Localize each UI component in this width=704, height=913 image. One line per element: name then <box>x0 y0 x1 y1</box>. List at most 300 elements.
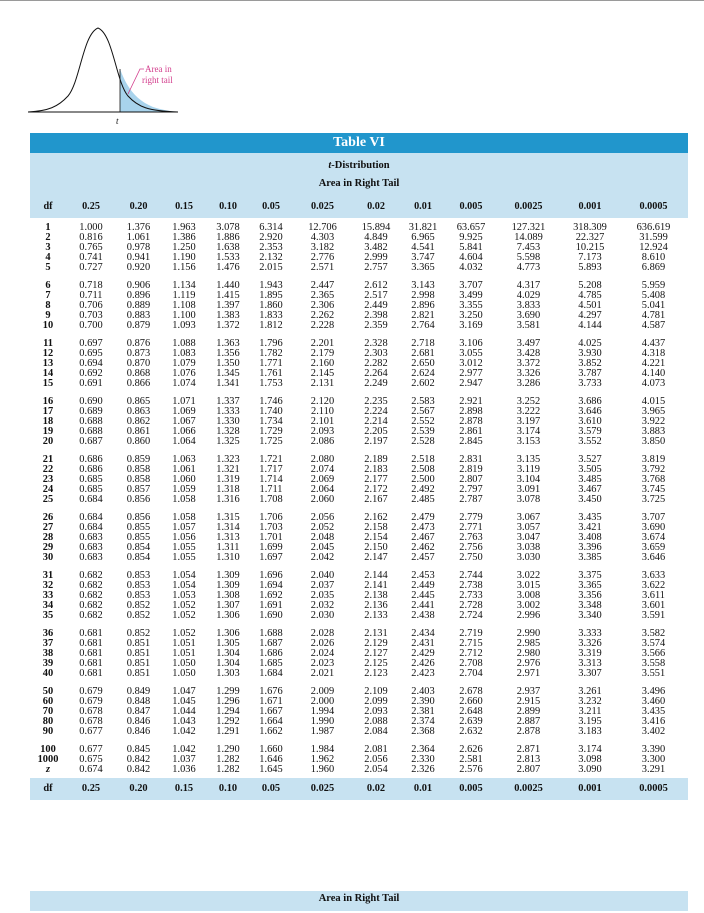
df-cell: 28 <box>42 532 54 543</box>
value-cell: 2.262 <box>310 310 335 321</box>
value-cell: 2.132 <box>259 252 283 263</box>
value-cell: 1.706 <box>259 512 283 523</box>
df-cell: 3 <box>45 242 51 253</box>
value-cell: 2.037 <box>310 580 335 591</box>
value-cell: 3.261 <box>578 686 602 697</box>
value-cell: 1.356 <box>216 348 240 359</box>
value-cell: 2.626 <box>459 744 483 755</box>
value-cell: 2.920 <box>259 232 283 243</box>
value-cell: 0.689 <box>79 406 103 417</box>
df-cell: 23 <box>42 474 54 485</box>
value-cell: 1.063 <box>172 454 196 465</box>
value-cell: 2.374 <box>411 716 435 727</box>
value-cell: 1.676 <box>259 686 283 697</box>
value-cell: 1.886 <box>216 232 240 243</box>
value-cell: 2.871 <box>516 744 541 755</box>
value-cell: 1.476 <box>216 262 240 273</box>
value-cell: 1.330 <box>216 416 240 427</box>
subtitle-area: Area in Right Tail <box>318 178 400 189</box>
value-cell: 1.290 <box>216 744 240 755</box>
value-cell: 3.622 <box>641 580 666 591</box>
value-cell: 2.539 <box>411 426 435 437</box>
column-header: 0.0025 <box>514 201 543 212</box>
column-header: 0.02 <box>367 201 385 212</box>
value-cell: 2.807 <box>459 474 483 485</box>
header-row <box>30 196 688 218</box>
value-cell: 2.074 <box>310 464 335 475</box>
value-cell: 3.355 <box>459 300 483 311</box>
subtitle-distribution <box>30 160 688 171</box>
t-distribution-figure <box>28 14 198 124</box>
value-cell: 2.898 <box>459 406 483 417</box>
value-cell: 2.764 <box>411 320 435 331</box>
value-cell: 2.024 <box>310 648 335 659</box>
value-cell: 2.201 <box>310 338 335 349</box>
value-cell: 1.051 <box>172 638 196 649</box>
value-cell: 1.309 <box>216 580 240 591</box>
table-row <box>30 624 688 639</box>
value-cell: 3.326 <box>516 368 541 379</box>
value-cell: 2.403 <box>411 686 435 697</box>
callout-label-line1: Area in <box>145 64 172 74</box>
value-cell: 3.098 <box>578 754 602 765</box>
value-cell: 1.076 <box>172 368 196 379</box>
value-cell: 1.303 <box>216 668 240 679</box>
value-cell: 2.650 <box>411 358 435 369</box>
value-cell: 3.008 <box>516 590 541 601</box>
df-cell: 7 <box>45 290 51 301</box>
value-cell: 1.074 <box>172 378 196 389</box>
value-cell: 4.032 <box>459 262 483 273</box>
value-cell: 2.426 <box>411 658 435 669</box>
value-cell: 3.485 <box>578 474 602 485</box>
column-footer: 0.0025 <box>496 778 561 800</box>
df-cell: 10 <box>42 320 54 331</box>
value-cell: 1.064 <box>172 436 196 447</box>
value-cell: 3.047 <box>516 532 541 543</box>
value-cell: 1.058 <box>172 494 196 505</box>
value-cell: 3.581 <box>516 320 541 331</box>
value-cell: 2.517 <box>364 290 388 301</box>
value-cell: 6.965 <box>411 232 435 243</box>
value-cell: 15.894 <box>361 222 391 233</box>
value-cell: 2.467 <box>411 532 435 543</box>
value-cell: 2.144 <box>364 570 388 581</box>
value-cell: 1.282 <box>216 764 240 775</box>
value-cell: 8.610 <box>641 252 666 263</box>
value-cell: 0.688 <box>79 426 103 437</box>
value-cell: 2.708 <box>459 658 483 669</box>
value-cell: 1.662 <box>259 726 283 737</box>
table-row <box>30 392 688 407</box>
value-cell: 1.333 <box>216 406 240 417</box>
value-cell: 1.796 <box>259 338 283 349</box>
value-cell: 1.037 <box>172 754 196 765</box>
value-cell: 0.681 <box>79 658 103 669</box>
value-cell: 1.052 <box>172 600 196 611</box>
value-cell: 2.154 <box>364 532 388 543</box>
value-cell: 1.345 <box>216 368 240 379</box>
value-cell: 1.057 <box>172 522 196 533</box>
value-cell: 1.725 <box>259 436 283 447</box>
value-cell: 3.922 <box>641 416 666 427</box>
value-cell: 1.697 <box>259 552 283 563</box>
value-cell: 3.450 <box>578 494 602 505</box>
df-cell: 11 <box>43 338 53 349</box>
value-cell: 0.677 <box>79 744 103 755</box>
value-cell: 1.061 <box>126 232 151 243</box>
df-cell: 8 <box>45 300 51 311</box>
value-cell: 0.682 <box>79 600 103 611</box>
value-cell: 1.050 <box>172 668 196 679</box>
value-cell: 1.292 <box>216 716 240 727</box>
value-cell: 3.611 <box>642 590 665 601</box>
value-cell: 4.025 <box>578 338 602 349</box>
value-cell: 1.664 <box>259 716 283 727</box>
value-cell: 2.015 <box>259 262 283 273</box>
value-cell: 2.088 <box>364 716 388 727</box>
value-cell: 0.684 <box>79 494 103 505</box>
value-cell: 1.987 <box>310 726 335 737</box>
table-row <box>30 495 688 508</box>
value-cell: 2.457 <box>411 552 435 563</box>
value-cell: 12.924 <box>639 242 668 253</box>
value-cell: 3.633 <box>641 570 666 581</box>
value-cell: 3.106 <box>459 338 483 349</box>
value-cell: 0.684 <box>79 522 103 533</box>
value-cell: 3.965 <box>641 406 666 417</box>
column-footer: 0.005 <box>446 778 496 800</box>
value-cell: 0.896 <box>126 290 151 301</box>
value-cell: 3.067 <box>516 512 541 523</box>
value-cell: 0.876 <box>126 338 151 349</box>
value-cell: 3.579 <box>578 426 602 437</box>
value-cell: 0.859 <box>126 454 151 465</box>
value-cell: 1.687 <box>259 638 283 649</box>
value-cell: 3.057 <box>516 522 541 533</box>
value-cell: 1.325 <box>216 436 240 447</box>
value-cell: 1.305 <box>216 638 240 649</box>
df-cell: 80 <box>42 716 54 727</box>
value-cell: 0.870 <box>126 358 151 369</box>
value-cell: 1.054 <box>172 570 196 581</box>
value-cell: 5.041 <box>641 300 666 311</box>
value-cell: 2.101 <box>310 416 335 427</box>
value-cell: 2.052 <box>310 522 335 533</box>
value-cell: 2.160 <box>310 358 335 369</box>
value-cell: 1.061 <box>172 464 196 475</box>
value-cell: 3.819 <box>641 454 666 465</box>
value-cell: 1.729 <box>259 426 283 437</box>
value-cell: 2.035 <box>310 590 335 601</box>
value-cell: 3.497 <box>516 338 541 349</box>
value-cell: 6.314 <box>259 222 283 233</box>
value-cell: 1.052 <box>172 610 196 621</box>
value-cell: 1.304 <box>216 648 240 659</box>
value-cell: 1.646 <box>259 754 283 765</box>
value-cell: 1.055 <box>172 552 196 563</box>
value-cell: 1.386 <box>172 232 196 243</box>
value-cell: 2.976 <box>516 658 541 669</box>
value-cell: 3.850 <box>641 436 666 447</box>
value-cell: 2.138 <box>364 590 388 601</box>
value-cell: 3.195 <box>578 716 602 727</box>
value-cell: 2.639 <box>459 716 483 727</box>
value-cell: 2.787 <box>459 494 483 505</box>
value-cell: 2.479 <box>411 512 435 523</box>
value-cell: 3.340 <box>578 610 602 621</box>
value-cell: 2.771 <box>459 522 483 533</box>
column-footer: 0.025 <box>293 778 352 800</box>
value-cell: 2.162 <box>364 512 388 523</box>
table-row <box>30 508 688 523</box>
value-cell: 2.719 <box>459 628 483 639</box>
value-cell: 1.311 <box>216 542 240 553</box>
value-cell: 0.685 <box>79 474 103 485</box>
value-cell: 2.040 <box>310 570 335 581</box>
value-cell: 0.846 <box>126 726 151 737</box>
value-cell: 1.066 <box>172 426 196 437</box>
value-cell: 2.602 <box>411 378 435 389</box>
value-cell: 1.701 <box>259 532 283 543</box>
value-cell: 3.674 <box>641 532 666 543</box>
value-cell: 2.303 <box>364 348 388 359</box>
value-cell: 3.787 <box>578 368 602 379</box>
value-cell: 2.447 <box>310 280 335 291</box>
value-cell: 4.073 <box>641 378 666 389</box>
table-body <box>30 218 688 778</box>
value-cell: 3.499 <box>459 290 483 301</box>
value-cell: 1.671 <box>259 696 283 707</box>
value-cell: 3.435 <box>641 706 666 717</box>
df-cell: 32 <box>42 580 54 591</box>
value-cell: 0.682 <box>79 610 103 621</box>
value-cell: 2.099 <box>364 696 388 707</box>
table-row <box>30 450 688 465</box>
df-cell: 36 <box>42 628 54 639</box>
value-cell: 2.145 <box>310 368 335 379</box>
value-cell: 0.683 <box>79 552 103 563</box>
value-cell: 3.707 <box>641 512 666 523</box>
value-cell: 1.337 <box>216 396 240 407</box>
df-cell: 33 <box>42 590 54 601</box>
value-cell: 1.691 <box>259 600 283 611</box>
df-cell: 6 <box>45 280 51 291</box>
value-cell: 31.821 <box>408 222 438 233</box>
value-cell: 1.310 <box>216 552 240 563</box>
value-cell: 1.740 <box>259 406 283 417</box>
value-cell: 3.300 <box>641 754 666 765</box>
value-cell: 2.567 <box>411 406 435 417</box>
value-cell: 0.883 <box>126 310 151 321</box>
df-cell: 1 <box>45 222 51 233</box>
value-cell: 1.052 <box>172 628 196 639</box>
value-cell: 3.482 <box>364 242 388 253</box>
value-cell: 7.173 <box>578 252 602 263</box>
value-cell: 1.963 <box>172 222 196 233</box>
table-caption <box>30 133 688 196</box>
value-cell: 2.500 <box>411 474 435 485</box>
value-cell: 1.684 <box>259 668 283 679</box>
df-cell: 13 <box>42 358 54 369</box>
value-cell: 2.129 <box>364 638 388 649</box>
value-cell: 3.610 <box>578 416 602 427</box>
df-cell: 19 <box>42 426 54 437</box>
value-cell: 0.858 <box>126 464 151 475</box>
value-cell: 2.032 <box>310 600 335 611</box>
value-cell: 3.558 <box>641 658 666 669</box>
value-cell: 1.833 <box>259 310 283 321</box>
value-cell: 3.174 <box>516 426 541 437</box>
value-cell: 2.197 <box>364 436 388 447</box>
value-cell: 4.437 <box>641 338 666 349</box>
value-cell: 2.093 <box>364 706 388 717</box>
value-cell: 2.368 <box>411 726 435 737</box>
value-cell: 2.632 <box>459 726 483 737</box>
value-cell: 1.108 <box>172 300 196 311</box>
value-cell: 4.303 <box>310 232 335 243</box>
value-cell: 0.852 <box>126 628 151 639</box>
value-cell: 1.323 <box>216 454 240 465</box>
value-cell: 2.921 <box>459 396 483 407</box>
value-cell: 2.214 <box>364 416 388 427</box>
df-cell: 35 <box>42 610 54 621</box>
value-cell: 2.571 <box>310 262 335 273</box>
value-cell: 2.508 <box>411 464 435 475</box>
subtitle-rest: -Distribution <box>331 160 390 171</box>
value-cell: 0.856 <box>126 512 151 523</box>
value-cell: 2.985 <box>516 638 541 649</box>
value-cell: 1.190 <box>172 252 196 263</box>
value-cell: 3.286 <box>516 378 541 389</box>
value-cell: 2.282 <box>364 358 388 369</box>
value-cell: 1.306 <box>216 628 240 639</box>
value-cell: 0.854 <box>126 542 151 553</box>
value-cell: 3.467 <box>578 484 602 495</box>
value-cell: 1.042 <box>172 726 196 737</box>
value-cell: 0.688 <box>79 416 103 427</box>
value-cell: 2.756 <box>459 542 483 553</box>
value-cell: 1.699 <box>259 542 283 553</box>
value-cell: 1.067 <box>172 416 196 427</box>
value-cell: 0.675 <box>79 754 103 765</box>
value-cell: 0.849 <box>126 686 151 697</box>
table-row <box>30 727 688 740</box>
value-cell: 1.318 <box>216 484 240 495</box>
value-cell: 2.831 <box>459 454 483 465</box>
table-row <box>30 379 688 392</box>
value-cell: 5.408 <box>641 290 666 301</box>
value-cell: 0.683 <box>79 532 103 543</box>
value-cell: 2.054 <box>364 764 388 775</box>
callout-label-line2: right tail <box>142 75 173 85</box>
value-cell: 3.408 <box>578 532 602 543</box>
value-cell: 2.183 <box>364 464 388 475</box>
value-cell: 1.083 <box>172 348 196 359</box>
value-cell: 1.943 <box>259 280 283 291</box>
table-row <box>30 218 688 233</box>
value-cell: 2.431 <box>411 638 435 649</box>
column-footer: 0.02 <box>352 778 400 800</box>
value-cell: 14.089 <box>514 232 543 243</box>
df-cell: 24 <box>42 484 54 495</box>
column-header: 0.20 <box>129 201 148 212</box>
value-cell: 3.182 <box>310 242 335 253</box>
value-cell: 0.687 <box>79 436 103 447</box>
value-cell: 2.048 <box>310 532 335 543</box>
df-cell: 15 <box>42 378 54 389</box>
value-cell: 0.681 <box>79 668 103 679</box>
column-footer: 0.25 <box>66 778 116 800</box>
column-footer: 0.20 <box>116 778 161 800</box>
value-cell: 1.692 <box>259 590 283 601</box>
value-cell: 0.851 <box>126 668 151 679</box>
value-cell: 3.319 <box>578 648 602 659</box>
value-cell: 2.449 <box>364 300 388 311</box>
value-cell: 3.745 <box>641 484 666 495</box>
column-header: 0.05 <box>262 201 280 212</box>
value-cell: 3.232 <box>578 696 602 707</box>
value-cell: 22.327 <box>575 232 605 243</box>
value-cell: 0.677 <box>79 726 103 737</box>
value-cell: 1.093 <box>172 320 196 331</box>
value-cell: 1.734 <box>259 416 283 427</box>
value-cell: 3.091 <box>516 484 541 495</box>
value-cell: 3.169 <box>459 320 483 331</box>
value-cell: 2.528 <box>411 436 435 447</box>
value-cell: 2.576 <box>459 764 483 775</box>
value-cell: 0.860 <box>126 436 151 447</box>
value-cell: 2.937 <box>516 686 541 697</box>
value-cell: 1.071 <box>172 396 196 407</box>
value-cell: 0.678 <box>79 716 103 727</box>
table-row <box>30 566 688 581</box>
value-cell: 2.715 <box>459 638 483 649</box>
value-cell: 3.307 <box>578 668 602 679</box>
value-cell: 1.313 <box>216 532 240 543</box>
value-cell: 1.440 <box>216 280 240 291</box>
value-cell: 2.878 <box>516 726 541 737</box>
value-cell: 1.056 <box>172 532 196 543</box>
value-cell: 3.365 <box>578 580 602 591</box>
value-cell: 2.977 <box>459 368 483 379</box>
value-cell: 2.306 <box>310 300 335 311</box>
value-cell: 2.249 <box>364 378 388 389</box>
value-cell: 1.782 <box>259 348 283 359</box>
df-cell: 34 <box>42 600 54 611</box>
value-cell: 2.821 <box>411 310 435 321</box>
value-cell: 1.328 <box>216 426 240 437</box>
value-cell: 2.744 <box>459 570 483 581</box>
value-cell: 3.747 <box>411 252 435 263</box>
t-values-table <box>30 196 688 800</box>
value-cell: 2.434 <box>411 628 435 639</box>
value-cell: 0.816 <box>79 232 103 243</box>
value-cell: 0.889 <box>126 300 151 311</box>
value-cell: 0.686 <box>79 464 103 475</box>
value-cell: 2.365 <box>310 290 335 301</box>
value-cell: 0.681 <box>79 648 103 659</box>
value-cell: 0.857 <box>126 484 151 495</box>
value-cell: 3.402 <box>641 726 666 737</box>
value-cell: 1.746 <box>259 396 283 407</box>
value-cell: 2.423 <box>411 668 435 679</box>
value-cell: 3.078 <box>216 222 240 233</box>
value-cell: 4.015 <box>641 396 666 407</box>
value-cell: 2.861 <box>459 426 483 437</box>
value-cell: 1.984 <box>310 744 335 755</box>
column-header: 0.25 <box>82 201 100 212</box>
